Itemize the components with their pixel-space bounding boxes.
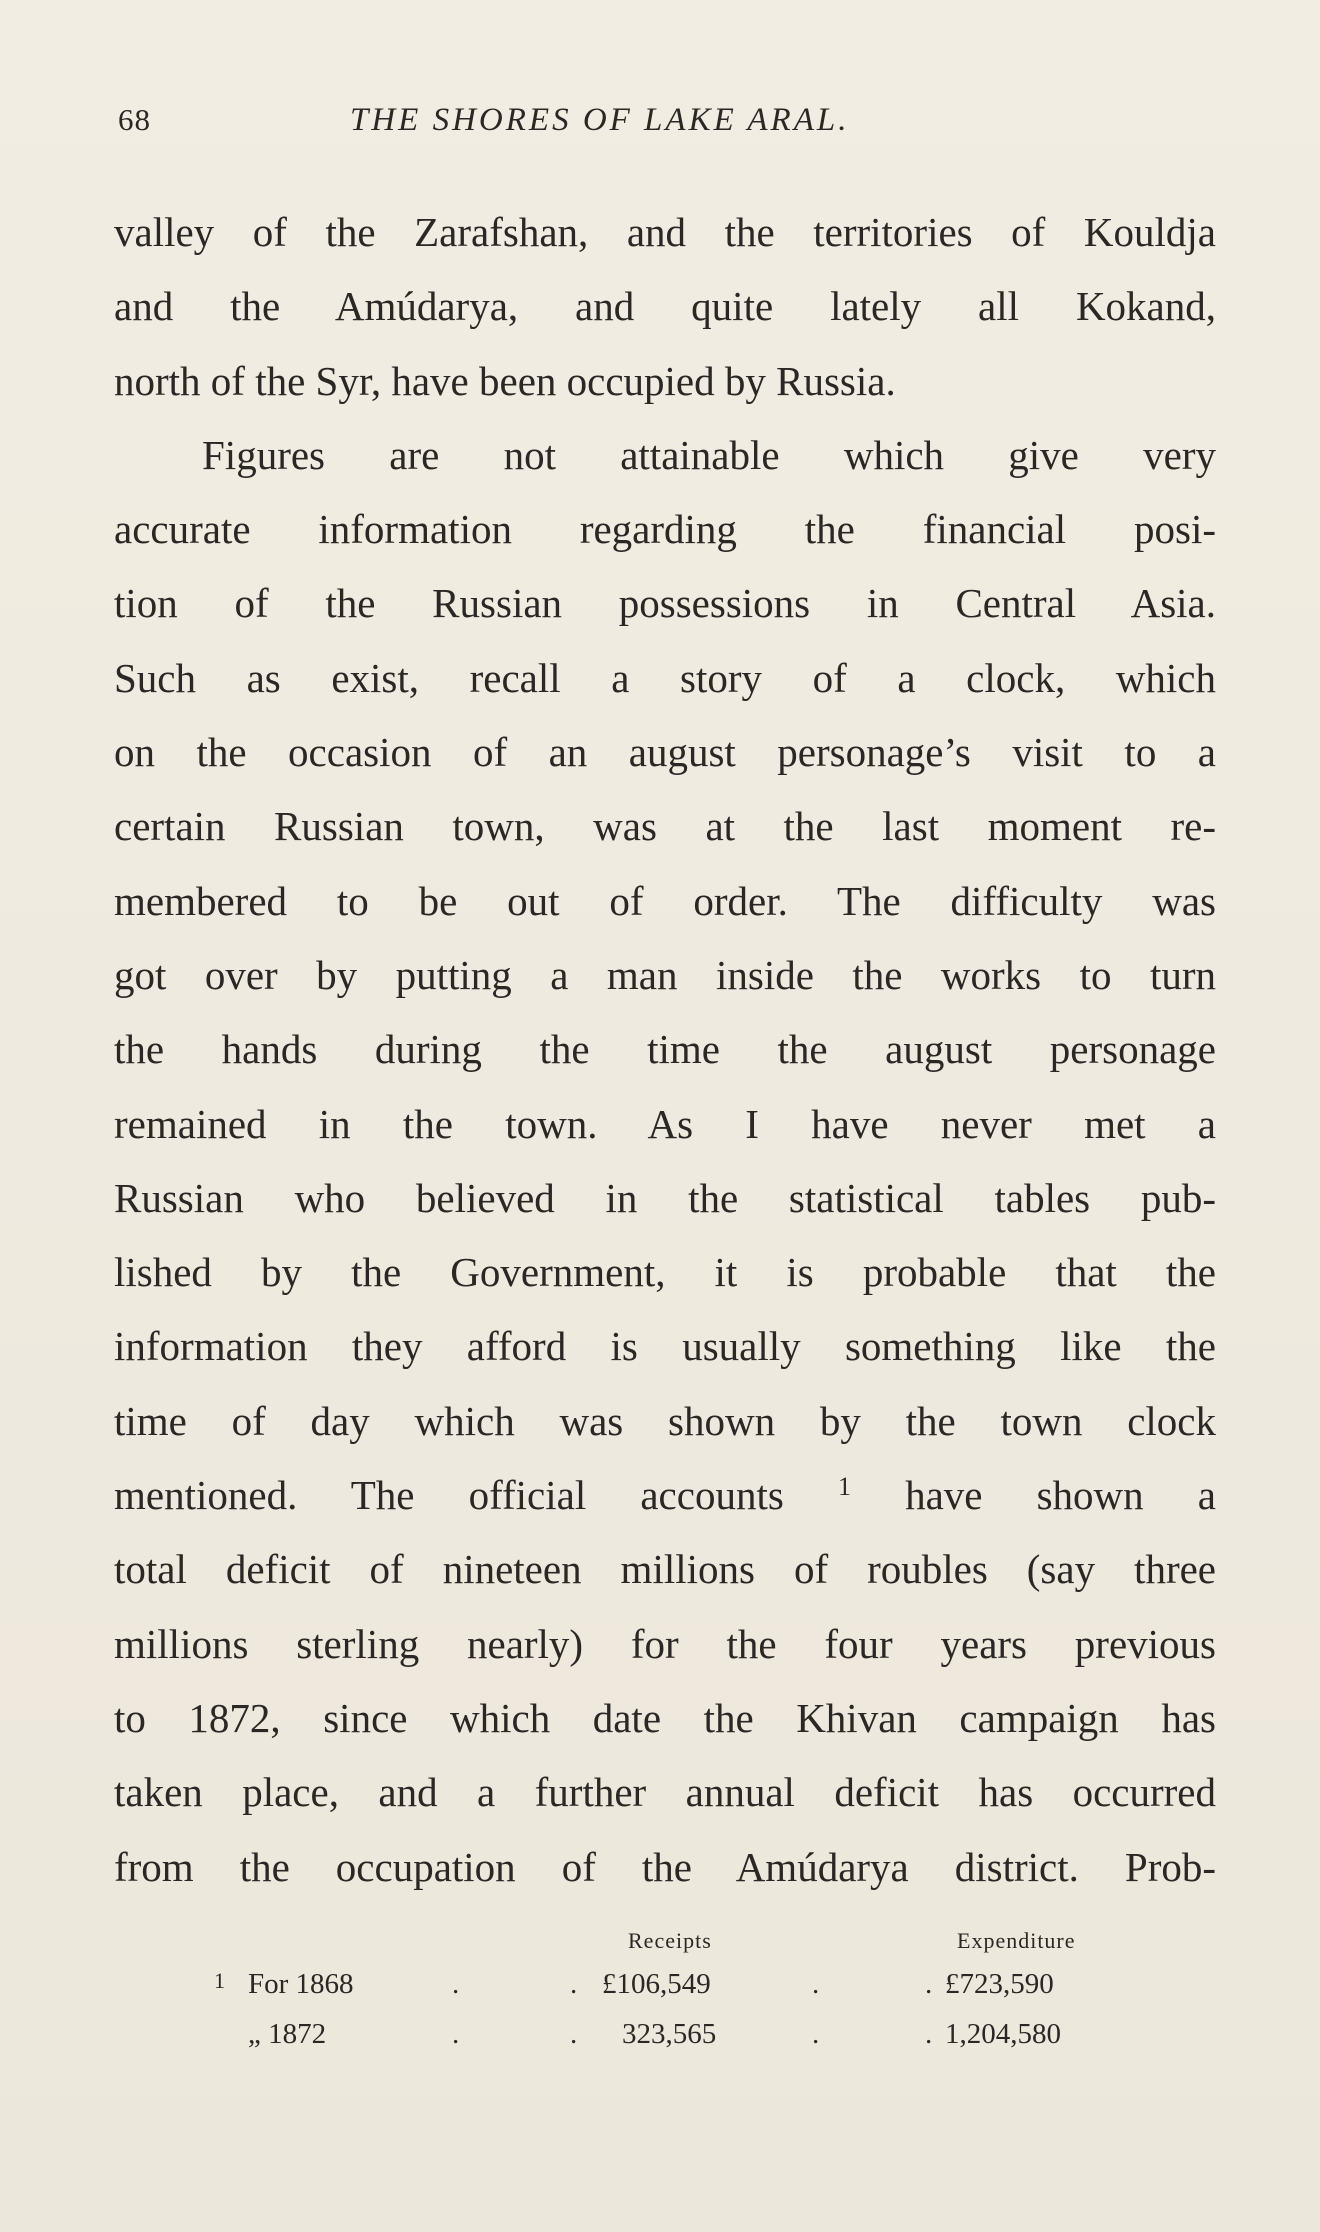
text-line: the hands during the time the august personage <box>114 1026 1216 1073</box>
footnote-col-expenditure: Expenditure <box>957 1928 1076 1953</box>
leader-dot: . <box>570 1968 578 2000</box>
text-line-head: mentioned. The official accounts <box>114 1472 784 1519</box>
footnote-row <box>0 1968 1320 2008</box>
footnote-marker: 1 <box>214 1968 225 1993</box>
text-line: membered to be out of order. The difficulty was <box>114 877 1216 924</box>
page-header <box>118 102 1218 152</box>
leader-dot: . <box>452 2018 460 2050</box>
body-text <box>114 195 1216 1904</box>
text-line: on the occasion of an august personage’s visit to a <box>114 729 1216 776</box>
text-line-tail: have shown a <box>905 1472 1216 1519</box>
text-line: and the Amúdarya, and quite lately all Kokand, <box>114 283 1216 330</box>
leader-dot: . <box>812 2018 820 2050</box>
footnote-col-receipts: Receipts <box>628 1928 712 1953</box>
footnote-receipts-value: £106,549 <box>602 1968 711 2000</box>
text-line: Such as exist, recall a story of a clock, which <box>114 654 1216 701</box>
leader-dot: . <box>925 2018 933 2050</box>
text-line: to 1872, since which date the Khivan campaign has <box>114 1694 1216 1741</box>
footnote-expenditure-value: £723,590 <box>945 1968 1054 2000</box>
footnote-expenditure-value: 1,204,580 <box>945 2018 1061 2050</box>
text-line: millions sterling nearly) for the four years previous <box>114 1620 1216 1667</box>
leader-dot: . <box>925 1968 933 2000</box>
footnote-row-label: For 1868 <box>248 1968 354 2000</box>
text-line: valley of the Zarafshan, and the territories of Kouldja <box>114 209 1216 255</box>
footnote-receipts-value: 323,565 <box>622 2018 717 2050</box>
footnote-reference[interactable]: 1 <box>837 1472 851 1502</box>
page-number: 68 <box>118 102 151 137</box>
text-line: total deficit of nineteen millions of roubles (say three <box>114 1546 1216 1593</box>
leader-dot: . <box>812 1968 820 2000</box>
footnote-row <box>0 2018 1320 2058</box>
text-line: Russian who believed in the statistical tables pub- <box>114 1174 1216 1221</box>
text-line: Figures are not attainable which give very <box>202 431 1216 478</box>
leader-dot: . <box>452 1968 460 2000</box>
text-line: tion of the Russian possessions in Central Asia. <box>114 580 1216 627</box>
text-line: lished by the Government, it is probable that the <box>114 1249 1216 1296</box>
text-line-with-footnote <box>114 1458 1216 1532</box>
text-line: got over by putting a man inside the works to turn <box>114 951 1216 998</box>
text-line: remained in the town. As I have never met a <box>114 1100 1216 1147</box>
footnote-row-label: „ 1872 <box>248 2018 327 2050</box>
text-line: from the occupation of the Amúdarya district. Prob- <box>114 1843 1216 1890</box>
text-line: north of the Syr, have been occupied by Russia. <box>114 357 896 404</box>
text-line: certain Russian town, was at the last moment re- <box>114 803 1216 850</box>
text-line: taken place, and a further annual deficit has occurred <box>114 1769 1216 1816</box>
text-line: information they afford is usually something like the <box>114 1323 1216 1370</box>
text-line: time of day which was shown by the town clock <box>114 1397 1216 1444</box>
text-line: accurate information regarding the financial posi- <box>114 506 1216 553</box>
leader-dot: . <box>570 2018 578 2050</box>
running-head: THE SHORES OF LAKE ARAL. <box>350 102 850 138</box>
